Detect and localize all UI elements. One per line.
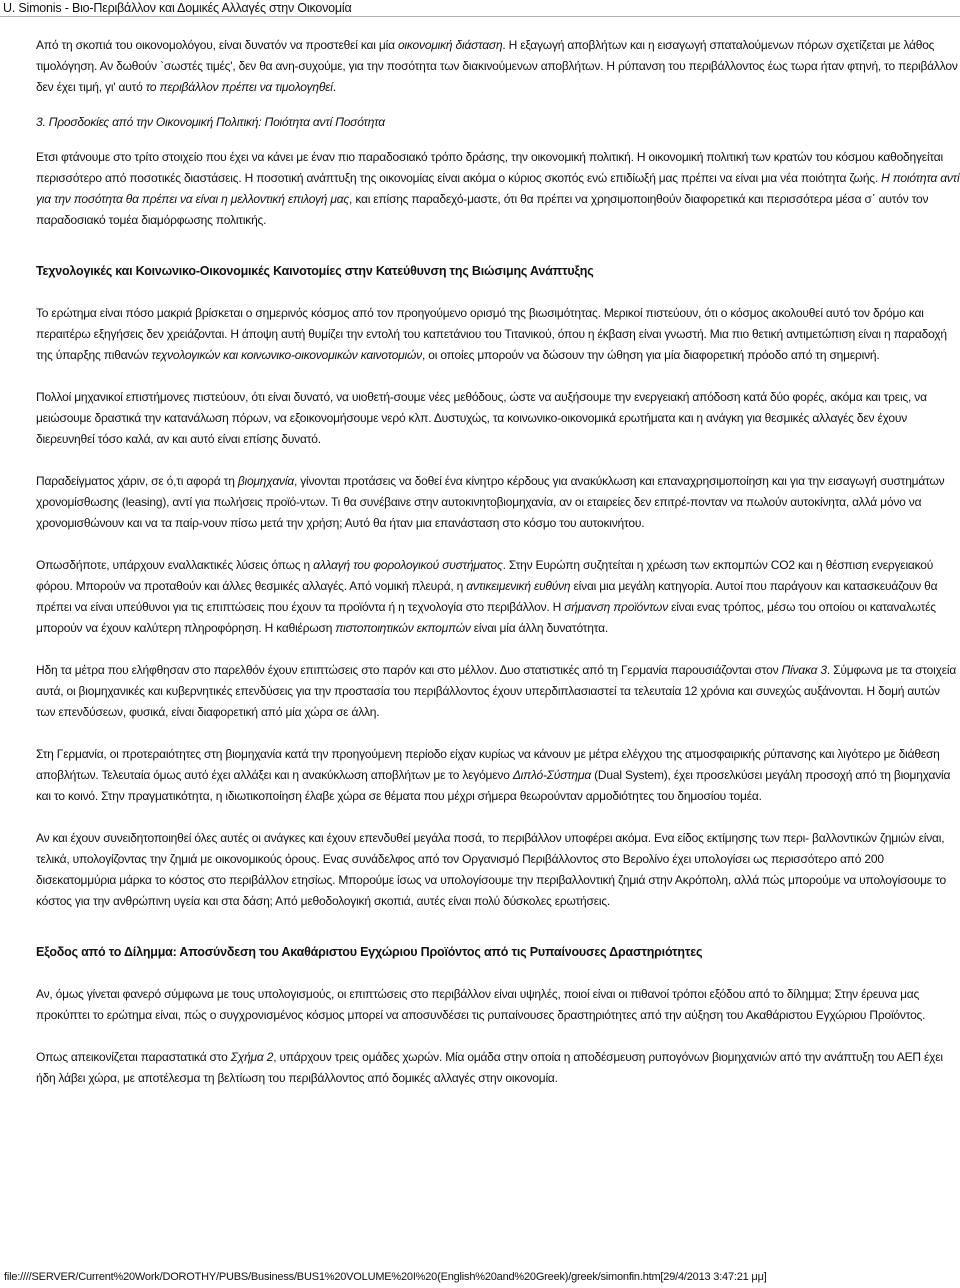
emphasis-run: οικονομική διάσταση [397,38,503,52]
paragraph-sustainability-question [36,303,960,366]
text-run: είναι ενας τρόπος, μέσω του οποίου οι καταναλωτές μπορούν να έχουν καλύτερη πληροφόρηση. Η καθιέρωση [36,600,936,635]
text-run: Στη Γερμανία, οι προτεραιότητες στη βιομηχανία κατά την προηγούμενη περίοδο είχαν κυρίως να κάνουν με μέτρα ελέγχου της ατμοσφαιρικής ρύπανσης και λιγότερο με διάθεση αποβλήτων. Τελευταία όμως αυτό έχει αλλάξει και η ανακύκλωση αποβλήτων με το λεγόμενο [36,747,940,782]
paragraph-environmental-damage: Αν και έχουν συνειδητοποιηθεί όλες αυτές οι ανάγκες και έχουν επενδυθεί μεγάλα ποσά, το περιβάλλον υποφέρει ακόμα. Ενα είδος εκτίμησης των περι- βαλλοντικών ζημιών είναι, τελικά, υπολογίζοντας την ζημιά με οικονομικούς όρους. Ενας συνάδελφος από τον Οργανισμό Περιβάλλοντος στο Βερολίνο έχει υπολογίσει ως περισσότερο από 200 δισεκατομμύρια μάρκα το κόστος στο περιβάλλον ετησίως. Μπορούμε ίσως να υπολογίσουμε την περιβαλλοντική ζημιά στην Ακρόπολη, αλλά πώς μπορούμε να υπολογίσουμε το κόστος για την ανθρώπινη υγεία και στα δάση; Από μεθοδολογική σκοπιά, αυτές είναι πολύ δύσκολες ερωτήσεις. [36,831,946,908]
text-run: , υπάρχουν τρεις ομάδες χωρών. Μία ομάδα στην οποία η αποδέσμευση ρυπογόνων βιομηχανιών από την ανάπτυξη του ΑΕΠ έχει ήδη λάβει χώρα, με αποτέλεσμα τη βελτίωση του περιβάλλοντος από δομικές αλλαγές στην οικονομία. [36,1050,943,1085]
paragraph-germany-priorities [36,744,960,807]
section-heading-decoupling: Εξοδος από το Δίλημμα: Αποσύνδεση του Ακαθάριστου Εγχώριου Προϊόντος από τις Ρυπαίνουσες Δραστηριότητες [36,945,703,959]
section-subheading-3: 3. Προσδοκίες από την Οικονομική Πολιτική: Ποιότητα αντί Ποσότητα [36,115,385,129]
emphasis-run: βιομηχανία [237,474,294,488]
paragraph-economic-dimension [36,35,960,98]
text-run: . Στην Ευρώπη συζητείται η χρέωση των εκπομπών CO2 και η θέσπιση ενεργειακού φόρου. Μπορούν να προταθούν και άλλες θεσμικές αλλαγές. Από νομική πλευρά, η [36,558,934,593]
text-run: Οπωσδήποτε, υπάρχουν εναλλακτικές λύσεις όπως η [36,558,314,572]
emphasis-run: τεχνολογικών και κοινωνικο-οικονομικών καινοτομιών [151,348,422,362]
text-run: είναι μία άλλη δυνατότητα. [470,621,609,635]
paragraph-germany-statistics [36,660,960,723]
page-footer-url: file:////SERVER/Current%20Work/DOROTHY/PUBS/Business/BUS1%20VOLUME%20I%20(English%20and%20Greek)/greek/simonfin.htm[29/4/2013 3:47:21 μμ] [4,1271,767,1283]
paragraph-dilemma-exit: Αν, όμως γίνεται φανερό σύμφωνα με τους υπολογισμούς, οι επιπτώσεις στο περιβάλλον είναι υψηλές, ποιοί είναι οι πιθανοί τρόποι εξόδου από το δίλημμα; Στην έρευνα μας προκύπτει το ερώτημα είναι, πώς ο συγχρονισμένος κόσμος μπορεί να αποσυνδέσει τις ρυπαίνουσες δραστηριότητες από την αύξηση του Ακαθάριστου Εγχώριου Προϊόντος. [36,987,926,1022]
paragraph-country-groups [36,1047,960,1089]
text-run: Παραδείγματος χάριν, σε ό,τι αφορά τη [36,474,238,488]
text-run: Οπως απεικονίζεται παραστατικά στο [36,1050,231,1064]
text-run: . [332,80,336,94]
header-divider [0,16,960,17]
text-run: , οι οποίες μπορούν να δώσουν την ώθηση για μία διαφορετική πρόοδο από τη σημερινή. [421,348,880,362]
text-run: , γίνονται προτάσεις να δοθεί ένα κίνητρο κέρδους για ανακύκλωση και επαναχρησιμοποίηση και για την εισαγωγή συστημάτων χρονομίσθωσης (leasing), αντί για πωλήσεις προϊό-ντων. Τι θα συνέβαινε στην αυτοκινητοβιομηχανία, αν οι εταιρείες δεν επιτρέ-πονταν να πωλούν αυτοκίνητα, αλλά μόνο να χρονομισθώνουν και να τα παίρ-νουν πίσω μετά την χρήση; Αυτό θα ήταν μια επανάσταση στο κόσμο του αυτοκινήτου. [36,474,945,530]
text-run: , και επίσης παραδεχό-μαστε, ότι θα πρέπει να χρησιμοποιηθούν διαφορετικά και περισσότερα μέσα σ΄ αυτόν τον παραδοσιακό τομέα διαμόρφωσης πολιτικής. [36,192,929,227]
text-run: Ετσι φτάνουμε στο τρίτο στοιχείο που έχει να κάνει με έναν πιο παραδοσιακό τρόπο δράσης, την οικονομική πολιτική. Η οικονομική πολιτική των κρατών του κόσμου καθοδηγείται περισσότερο από ποσοτικές διαστάσεις. Η ποσοτική ανάπτυξη της οικονομίας είναι ακόμα ο κύριος σκοπός ενώ επιδίωξή μας πρέπει να είναι μια νέα ποιότητα ζωής. [36,150,943,185]
emphasis-run: Η ποιότητα αντί για την ποσότητα θα πρέπει να είναι η μελλοντική επιλογή μας [36,171,960,206]
paragraph-engineers: Πολλοί μηχανικοί επιστήμονες πιστεύουν, ότι είναι δυνατό, να υιοθετή-σουμε νέες μεθόδους, ώστε να αυξήσουμε την ενεργειακή απόδοση κατά δύο φορές, ακόμα και τρεις, να μειώσουμε δραστικά την κατανάλωση πόρων, να εξοικονομήσουμε νερό κλπ. Δυστυχώς, τα κοινωνικο-οικονομικά ερωτήματα και η ανάγκη για θεσμικές αλλαγές δεν έχουν διερευνηθεί τόσο καλά, αν και αυτό είναι επίσης δυνατό. [36,390,927,446]
emphasis-run: Πίνακα 3 [781,663,827,677]
text-run: . Η εξαγωγή αποβλήτων και η εισαγωγή σπαταλούμενων πόρων σχετίζεται με λάθος τιμολόγηση. Αν δωθούν `σωστές τιμές', δεν θα ανη-συχούμε, για την ποσότητα των διακινούμενων αποβλήτων. Η ρύπανση του περιβάλλοντος έως τωρα ήταν φτηνή, το περιβάλλον δεν έχει τιμή, γι' αυτό [36,38,958,94]
emphasis-run: Διπλό-Σύστημα [512,768,591,782]
page-header-title: U. Simonis - Βιο-Περιβάλλον και Δομικές Αλλαγές στην Οικονομία [3,1,352,15]
text-run: Το ερώτημα είναι πόσο μακριά βρίσκεται ο σημερινός κόσμος από τον προηγούμενο ορισμό της βιωσιμότητας. Μερικοί πιστεύουν, ότι ο κόσμος ακολουθεί αυτό τον δρόμο και περαιτέρω εξηγήσεις δεν χρειάζονται. Η άποψη αυτή θυμίζει την εντολή του καπετάνιου του Τιτανικού, όπου η έκβαση είναι γνωστή. Μια πιο θετική αντιμετώπιση είναι η παραδοχή της ύπαρξης πιθανών [36,306,947,362]
emphasis-run: το περιβάλλον πρέπει να τιμολογηθεί [145,80,333,94]
text-run: (Dual System), έχει προσελκύσει μεγάλη προσοχή από τη βιομηχανία και το κοινό. Στην πραγματικότητα, η ιδιωτικοποίηση έλαβε χώρα σε θέματα που μέχρι σήμερα θεωρούνταν αρμοδιότητες του δημοσίου τομέα. [36,768,951,803]
paragraph-economic-policy [36,147,960,231]
emphasis-run: σήμανση προϊόντων [564,600,669,614]
emphasis-run: αλλαγή του φορολογικού συστήματος [313,558,503,572]
emphasis-run: Σχήμα 2 [230,1050,274,1064]
paragraph-industry-leasing [36,471,960,534]
document-body [36,35,960,1089]
text-run: Ηδη τα μέτρα που ελήφθησαν στο παρελθόν έχουν επιπτώσεις στο παρόν και στο μέλλον. Δυο στατιστικές από τη Γερμανία παρουσιάζονται στον [36,663,782,677]
emphasis-run: πιστοποιητικών εκπομπών [335,621,471,635]
text-run: είναι μια μεγάλη κατηγορία. Αυτοί που παράγουν και κατασκευάζουν θα πρέπει να είναι υπεύθυνοι για τις επιπτώσεις που έχουν τα προϊόντα ή η τεχνολογία στο περιβάλλον. Η [36,579,938,614]
paragraph-institutional-changes [36,555,960,639]
emphasis-run: αντικειμενική ευθύνη [466,579,571,593]
section-heading-innovations: Τεχνολογικές και Κοινωνικο-Οικονομικές Καινοτομίες στην Κατεύθυνση της Βιώσιμης Ανάπτυξης [36,264,594,278]
text-run: . Σύμφωνα με τα στοιχεία αυτά, οι βιομηχανικές και κυβερνητικές επενδύσεις για την προστασία του περιβάλλοντος έχουν υπερδιπλασιαστεί τα τελευταία 12 χρόνια και συνεχώς αυξάνονται. Η δομή αυτών των επενδύσεων, φυσικά, είναι διαφορετική από μία χώρα σε άλλη. [36,663,957,719]
text-run: Από τη σκοπιά του οικονομολόγου, είναι δυνατόν να προστεθεί και μία [36,38,398,52]
